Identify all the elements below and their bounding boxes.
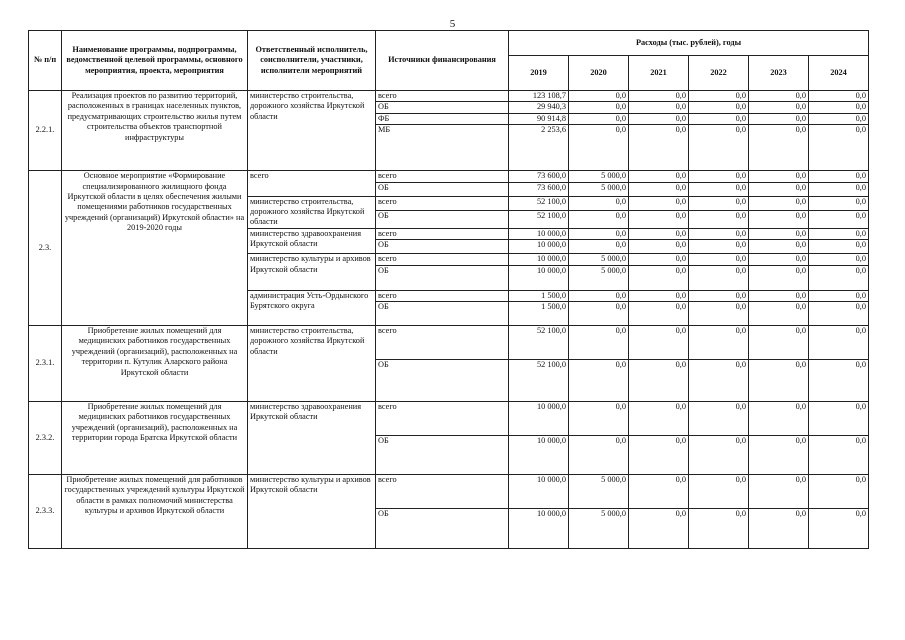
funding-source-cell: всего xyxy=(376,171,509,182)
expense-value-cell: 0,0 xyxy=(569,302,629,326)
funding-source-cell: ОБ xyxy=(376,509,509,549)
expense-value-cell: 10 000,0 xyxy=(509,265,569,290)
expense-value-cell: 0,0 xyxy=(629,182,689,196)
expense-value-cell: 52 100,0 xyxy=(509,211,569,229)
expense-value-cell: 73 600,0 xyxy=(509,182,569,196)
header-number: № п/п xyxy=(29,31,62,91)
expense-value-cell: 0,0 xyxy=(629,265,689,290)
expense-value-cell: 10 000,0 xyxy=(509,509,569,549)
header-program-name: Наименование программы, подпрограммы, ведомственной целевой программы, основного мероприятия, проекта, мероприятия xyxy=(62,31,248,91)
funding-source-cell: МБ xyxy=(376,125,509,171)
expense-value-cell: 0,0 xyxy=(629,171,689,182)
expense-value-cell: 52 100,0 xyxy=(509,326,569,360)
expense-value-cell: 0,0 xyxy=(689,290,749,301)
expense-value-cell: 123 108,7 xyxy=(509,91,569,102)
expense-value-cell: 0,0 xyxy=(749,436,809,475)
funding-source-cell: всего xyxy=(376,290,509,301)
expense-value-cell: 0,0 xyxy=(809,436,869,475)
expense-value-cell: 1 500,0 xyxy=(509,290,569,301)
expense-value-cell: 0,0 xyxy=(569,113,629,124)
funding-source-cell: ОБ xyxy=(376,211,509,229)
table-row xyxy=(29,171,869,182)
expense-value-cell: 0,0 xyxy=(809,302,869,326)
expense-value-cell: 0,0 xyxy=(689,436,749,475)
expense-value-cell: 5 000,0 xyxy=(569,254,629,265)
expense-value-cell: 0,0 xyxy=(749,182,809,196)
executor-cell: министерство культуры и архивов Иркутской области xyxy=(248,475,376,549)
expense-value-cell: 0,0 xyxy=(749,254,809,265)
expense-value-cell: 0,0 xyxy=(689,254,749,265)
executor-cell: администрация Усть-Ордынского Бурятского округа xyxy=(248,290,376,325)
funding-source-cell: ОБ xyxy=(376,240,509,254)
expense-value-cell: 0,0 xyxy=(749,125,809,171)
table-row xyxy=(29,402,869,436)
expense-value-cell: 0,0 xyxy=(569,326,629,360)
expense-value-cell: 0,0 xyxy=(749,171,809,182)
expense-value-cell: 0,0 xyxy=(689,171,749,182)
expense-value-cell: 0,0 xyxy=(689,211,749,229)
page-number: 5 xyxy=(449,18,456,30)
expense-value-cell: 0,0 xyxy=(629,113,689,124)
expense-value-cell: 0,0 xyxy=(749,402,809,436)
expense-value-cell: 0,0 xyxy=(569,91,629,102)
expense-value-cell: 0,0 xyxy=(569,196,629,210)
expense-value-cell: 5 000,0 xyxy=(569,265,629,290)
expense-value-cell: 0,0 xyxy=(689,302,749,326)
expense-value-cell: 0,0 xyxy=(629,254,689,265)
funding-source-cell: ОБ xyxy=(376,436,509,475)
expense-value-cell: 0,0 xyxy=(749,509,809,549)
expense-value-cell: 0,0 xyxy=(809,171,869,182)
header-year: 2022 xyxy=(689,56,749,91)
program-name: Реализация проектов по развитию территорий, расположенных в границах населенных пунктов, предусматривающих строительство жилья путем строительства объектов транспортной инфраструктуры xyxy=(62,91,248,171)
expense-value-cell: 0,0 xyxy=(749,475,809,509)
expense-value-cell: 0,0 xyxy=(749,102,809,113)
expense-value-cell: 0,0 xyxy=(629,102,689,113)
expense-value-cell: 0,0 xyxy=(689,91,749,102)
expense-value-cell: 0,0 xyxy=(809,240,869,254)
expense-value-cell: 10 000,0 xyxy=(509,254,569,265)
row-code: 2.3.1. xyxy=(29,326,62,402)
header-executor: Ответственный исполнитель, соисполнители, участники, исполнители мероприятий xyxy=(248,31,376,91)
expense-value-cell: 0,0 xyxy=(809,113,869,124)
header-funding-source: Источники финансирования xyxy=(376,31,509,91)
executor-cell: министерство культуры и архивов Иркутской области xyxy=(248,254,376,290)
expense-value-cell: 0,0 xyxy=(689,196,749,210)
expense-value-cell: 0,0 xyxy=(629,228,689,239)
expense-value-cell: 10 000,0 xyxy=(509,228,569,239)
expense-value-cell: 0,0 xyxy=(749,113,809,124)
funding-source-cell: всего xyxy=(376,402,509,436)
expense-value-cell: 0,0 xyxy=(629,290,689,301)
expense-value-cell: 0,0 xyxy=(749,211,809,229)
header-expenses: Расходы (тыс. рублей), годы xyxy=(509,31,869,56)
table-row xyxy=(29,91,869,102)
expense-value-cell: 90 914,8 xyxy=(509,113,569,124)
expense-value-cell: 0,0 xyxy=(749,91,809,102)
expense-value-cell: 0,0 xyxy=(809,228,869,239)
expense-value-cell: 10 000,0 xyxy=(509,436,569,475)
expense-value-cell: 10 000,0 xyxy=(509,475,569,509)
funding-source-cell: всего xyxy=(376,91,509,102)
funding-source-cell: всего xyxy=(376,326,509,360)
expense-value-cell: 0,0 xyxy=(809,360,869,402)
funding-source-cell: ОБ xyxy=(376,302,509,326)
program-name: Приобретение жилых помещений для медицинских работников государственных учреждений (организаций), расположенных на территории п. Кутулик Аларского района Иркутской области xyxy=(62,326,248,402)
expense-value-cell: 0,0 xyxy=(689,102,749,113)
table-row xyxy=(29,326,869,360)
expense-value-cell: 0,0 xyxy=(689,182,749,196)
expense-value-cell: 0,0 xyxy=(809,290,869,301)
expense-value-cell: 73 600,0 xyxy=(509,171,569,182)
expense-value-cell: 0,0 xyxy=(689,228,749,239)
executor-cell: министерство строительства, дорожного хозяйства Иркутской области xyxy=(248,196,376,228)
expense-value-cell: 0,0 xyxy=(689,240,749,254)
header-year: 2019 xyxy=(509,56,569,91)
expense-value-cell: 0,0 xyxy=(689,326,749,360)
header-year: 2024 xyxy=(809,56,869,91)
expense-value-cell: 0,0 xyxy=(689,113,749,124)
expense-value-cell: 0,0 xyxy=(809,211,869,229)
expense-value-cell: 10 000,0 xyxy=(509,402,569,436)
funding-source-cell: ОБ xyxy=(376,102,509,113)
expense-value-cell: 0,0 xyxy=(809,182,869,196)
expense-value-cell: 0,0 xyxy=(809,91,869,102)
executor-cell: всего xyxy=(248,171,376,196)
program-name: Основное мероприятие «Формирование специализированного жилищного фонда Иркутской области в целях обеспечения жилыми помещениями работников государственных учреждений (организаций) Иркутской области» на 2019-2020 годы xyxy=(62,171,248,326)
funding-source-cell: всего xyxy=(376,196,509,210)
expense-value-cell: 10 000,0 xyxy=(509,240,569,254)
executor-cell: министерство строительства, дорожного хозяйства Иркутской области xyxy=(248,326,376,402)
expense-value-cell: 0,0 xyxy=(629,475,689,509)
expense-value-cell: 0,0 xyxy=(629,125,689,171)
expense-value-cell: 0,0 xyxy=(629,302,689,326)
funding-source-cell: ОБ xyxy=(376,265,509,290)
table-header xyxy=(29,31,869,91)
row-code: 2.2.1. xyxy=(29,91,62,171)
header-year: 2020 xyxy=(569,56,629,91)
expense-value-cell: 0,0 xyxy=(689,265,749,290)
expense-value-cell: 0,0 xyxy=(569,436,629,475)
expense-value-cell: 0,0 xyxy=(749,196,809,210)
expense-value-cell: 0,0 xyxy=(689,125,749,171)
expense-value-cell: 0,0 xyxy=(569,125,629,171)
row-code: 2.3.3. xyxy=(29,475,62,549)
row-code: 2.3. xyxy=(29,171,62,326)
expense-value-cell: 0,0 xyxy=(629,91,689,102)
expense-value-cell: 0,0 xyxy=(809,102,869,113)
row-code: 2.3.2. xyxy=(29,402,62,475)
expense-value-cell: 0,0 xyxy=(569,102,629,113)
program-name: Приобретение жилых помещений для работников государственных учреждений культуры Иркутской области в рамках полномочий министерства культуры и архивов Иркутской области xyxy=(62,475,248,549)
expense-value-cell: 0,0 xyxy=(809,326,869,360)
expense-value-cell: 29 940,3 xyxy=(509,102,569,113)
table-row xyxy=(29,475,869,509)
expense-value-cell: 0,0 xyxy=(629,196,689,210)
expense-value-cell: 0,0 xyxy=(809,475,869,509)
expense-value-cell: 5 000,0 xyxy=(569,171,629,182)
expense-value-cell: 5 000,0 xyxy=(569,509,629,549)
expense-value-cell: 0,0 xyxy=(629,211,689,229)
header-year: 2023 xyxy=(749,56,809,91)
expense-value-cell: 0,0 xyxy=(629,436,689,475)
expense-value-cell: 0,0 xyxy=(569,402,629,436)
expense-value-cell: 0,0 xyxy=(809,196,869,210)
expense-value-cell: 2 253,6 xyxy=(509,125,569,171)
expense-value-cell: 0,0 xyxy=(569,228,629,239)
expense-value-cell: 0,0 xyxy=(629,240,689,254)
expense-value-cell: 0,0 xyxy=(749,360,809,402)
expense-value-cell: 0,0 xyxy=(809,254,869,265)
funding-source-cell: ОБ xyxy=(376,182,509,196)
expense-value-cell: 0,0 xyxy=(809,402,869,436)
header-year: 2021 xyxy=(629,56,689,91)
expense-value-cell: 1 500,0 xyxy=(509,302,569,326)
expense-value-cell: 0,0 xyxy=(749,302,809,326)
expense-value-cell: 0,0 xyxy=(809,125,869,171)
expense-value-cell: 52 100,0 xyxy=(509,360,569,402)
funding-source-cell: всего xyxy=(376,475,509,509)
executor-cell: министерство строительства, дорожного хозяйства Иркутской области xyxy=(248,91,376,171)
expense-value-cell: 0,0 xyxy=(809,265,869,290)
expense-value-cell: 0,0 xyxy=(809,509,869,549)
expense-value-cell: 0,0 xyxy=(569,211,629,229)
expense-value-cell: 0,0 xyxy=(689,475,749,509)
executor-cell: министерство здравоохранения Иркутской области xyxy=(248,228,376,253)
expense-value-cell: 0,0 xyxy=(569,240,629,254)
funding-source-cell: всего xyxy=(376,254,509,265)
expense-value-cell: 0,0 xyxy=(629,509,689,549)
expense-value-cell: 0,0 xyxy=(749,290,809,301)
funding-source-cell: ФБ xyxy=(376,113,509,124)
expense-value-cell: 0,0 xyxy=(629,402,689,436)
expense-value-cell: 0,0 xyxy=(689,402,749,436)
expense-value-cell: 0,0 xyxy=(749,228,809,239)
budget-table xyxy=(28,30,869,549)
executor-cell: министерство здравоохранения Иркутской области xyxy=(248,402,376,475)
funding-source-cell: ОБ xyxy=(376,360,509,402)
expense-value-cell: 0,0 xyxy=(749,240,809,254)
expense-value-cell: 0,0 xyxy=(629,360,689,402)
expense-value-cell: 0,0 xyxy=(689,360,749,402)
expense-value-cell: 0,0 xyxy=(629,326,689,360)
program-name: Приобретение жилых помещений для медицинских работников государственных учреждений (организаций), расположенных на территории города Братска Иркутской области xyxy=(62,402,248,475)
expense-value-cell: 0,0 xyxy=(569,290,629,301)
expense-value-cell: 52 100,0 xyxy=(509,196,569,210)
funding-source-cell: всего xyxy=(376,228,509,239)
expense-value-cell: 5 000,0 xyxy=(569,182,629,196)
expense-value-cell: 0,0 xyxy=(749,265,809,290)
table-body xyxy=(29,91,869,549)
expense-value-cell: 0,0 xyxy=(689,509,749,549)
expense-value-cell: 0,0 xyxy=(749,326,809,360)
expense-value-cell: 0,0 xyxy=(569,360,629,402)
expense-value-cell: 5 000,0 xyxy=(569,475,629,509)
